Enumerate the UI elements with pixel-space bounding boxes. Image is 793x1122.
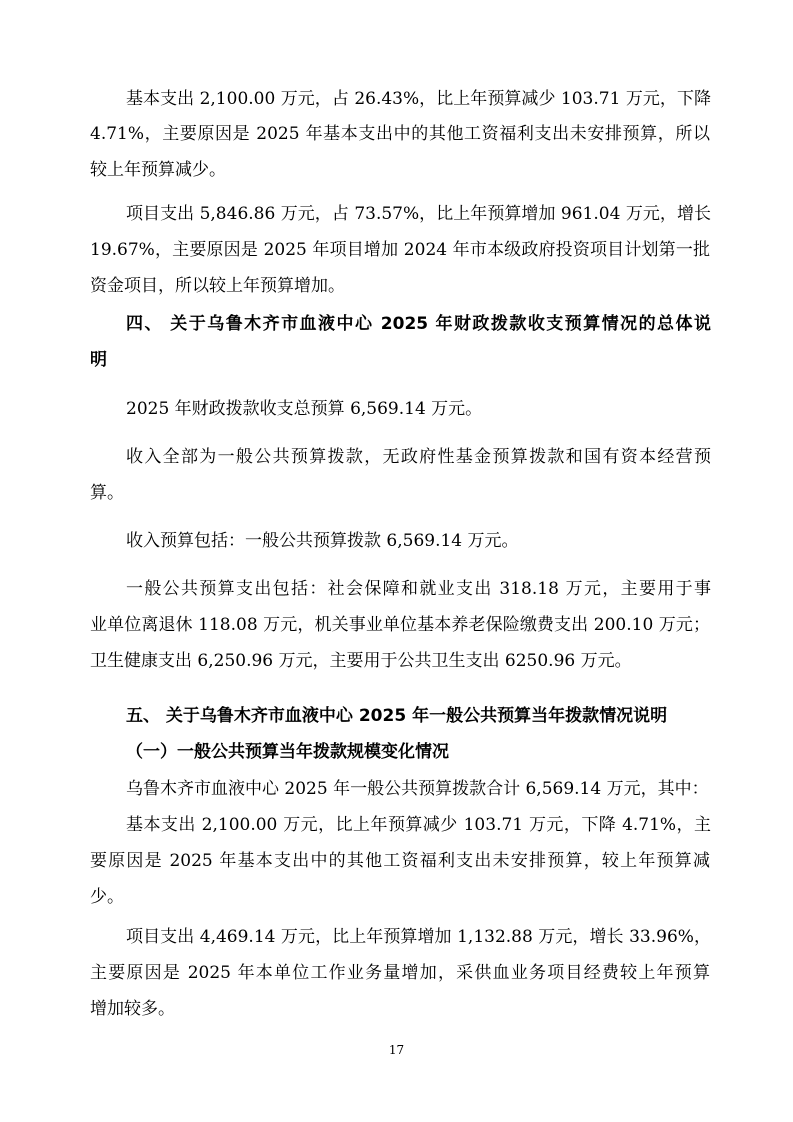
paragraph-line: 项目支出 5,846.86 万元，占 73.57%，比上年预算增加 961.04 万元，增长 <box>126 204 711 224</box>
section-heading: 四、 关于乌鲁木齐市血液中心 2025 年财政拨款收支预算情况的总体说 <box>126 314 711 334</box>
paragraph-line: 项目支出 4,469.14 万元，比上年预算增加 1,132.88 万元，增长 33.96%， <box>126 927 711 947</box>
paragraph-line: 主要原因是 2025 年本单位工作业务量增加，采供血业务项目经费较上年预算 <box>90 963 710 983</box>
paragraph-line: 2025 年财政拨款收支总预算 6,569.14 万元。 <box>126 399 483 419</box>
paragraph-line: 收入预算包括：一般公共预算拨款 6,569.14 万元。 <box>126 531 519 551</box>
subsection-heading: （一）一般公共预算当年拨款规模变化情况 <box>126 742 449 762</box>
paragraph-line: 业单位离退休 118.08 万元，机关事业单位基本养老保险缴费支出 200.10 万元； <box>90 615 710 635</box>
paragraph-line: 19.67%，主要原因是 2025 年项目增加 2024 年市本级政府投资项目计划第一批 <box>90 240 710 260</box>
paragraph-line: 乌鲁木齐市血液中心 2025 年一般公共预算拨款合计 6,569.14 万元，其中： <box>126 779 709 799</box>
paragraph-line: 要原因是 2025 年基本支出中的其他工资福利支出未安排预算，较上年预算减 <box>90 851 710 871</box>
paragraph-line: 卫生健康支出 6,250.96 万元，主要用于公共卫生支出 6250.96 万元。 <box>90 651 632 671</box>
paragraph-line: 基本支出 2,100.00 万元，占 26.43%，比上年预算减少 103.71 万元，下降 <box>126 89 711 109</box>
section-heading: 五、 关于乌鲁木齐市血液中心 2025 年一般公共预算当年拨款情况说明 <box>126 706 668 726</box>
paragraph-line: 增加较多。 <box>90 999 175 1019</box>
section-heading: 明 <box>90 350 107 370</box>
paragraph-line: 资金项目，所以较上年预算增加。 <box>90 276 345 296</box>
paragraph-line: 少。 <box>90 887 124 907</box>
paragraph-line: 收入全部为一般公共预算拨款，无政府性基金预算拨款和国有资本经营预 <box>126 447 711 467</box>
paragraph-line: 一般公共预算支出包括：社会保障和就业支出 318.18 万元，主要用于事 <box>126 579 711 599</box>
paragraph-line: 4.71%，主要原因是 2025 年基本支出中的其他工资福利支出未安排预算，所以 <box>90 124 710 144</box>
page-number: 17 <box>388 1043 405 1057</box>
paragraph-line: 较上年预算减少。 <box>90 160 226 180</box>
paragraph-line: 算。 <box>90 483 124 503</box>
paragraph-line: 基本支出 2,100.00 万元，比上年预算减少 103.71 万元，下降 4.71%，主 <box>126 815 711 835</box>
